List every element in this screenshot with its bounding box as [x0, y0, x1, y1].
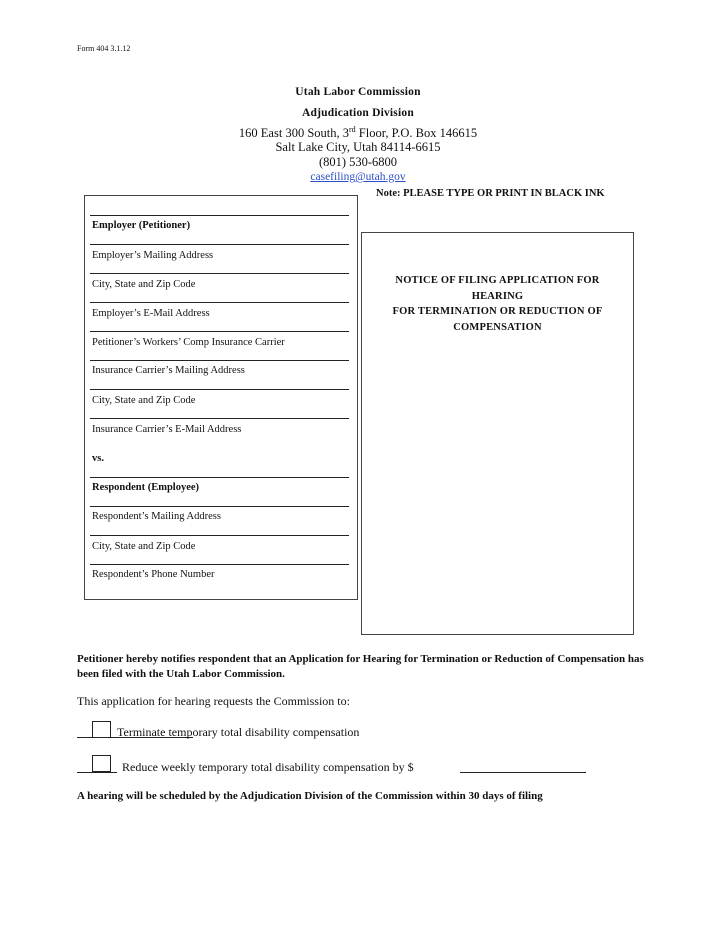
- phone-number: (801) 530-6800: [318, 155, 398, 169]
- field-line[interactable]: [90, 418, 349, 419]
- terminate-checkbox[interactable]: [92, 721, 111, 738]
- hearing-note: A hearing will be scheduled by the Adjudication Division of the Commission within 30 days of filing: [77, 790, 543, 802]
- field-line[interactable]: [90, 389, 349, 390]
- field-label: Insurance Carrier’s Mailing Address: [92, 365, 245, 376]
- field-label: City, State and Zip Code: [92, 395, 196, 406]
- request-intro: This application for hearing requests the Commission to:: [77, 694, 350, 708]
- notification-paragraph: Petitioner hereby notifies respondent that an Application for Hearing for Termination or Reduction of Compensation has been filed with the Utah Labor Commission.: [77, 653, 644, 680]
- field-line[interactable]: [90, 477, 349, 478]
- form-number: Form 404 3.1.12: [77, 44, 131, 53]
- field-line[interactable]: [90, 273, 349, 274]
- option-blank-line: [77, 772, 117, 773]
- street-address: 160 East 300 South, 3rd Floor, P.O. Box 146615: [238, 125, 478, 141]
- division-name: Adjudication Division: [302, 107, 414, 119]
- ink-note: Note: PLEASE TYPE OR PRINT IN BLACK INK: [376, 188, 605, 199]
- field-line[interactable]: [90, 564, 349, 565]
- field-label: Petitioner’s Workers’ Comp Insurance Carrier: [92, 337, 285, 348]
- field-line[interactable]: [90, 360, 349, 361]
- field-line[interactable]: [90, 244, 349, 245]
- reduce-checkbox[interactable]: [92, 755, 111, 772]
- city-address: Salt Lake City, Utah 84114-6615: [275, 140, 441, 154]
- field-label: City, State and Zip Code: [92, 541, 196, 552]
- field-label: Respondent (Employee): [92, 482, 200, 493]
- amount-field[interactable]: [460, 772, 586, 773]
- field-label: Insurance Carrier’s E-Mail Address: [92, 424, 242, 435]
- terminate-option-label: Terminate temporary total disability compensation: [117, 725, 360, 739]
- field-line[interactable]: [90, 331, 349, 332]
- notice-title-box: [361, 232, 634, 635]
- field-line[interactable]: [90, 535, 349, 536]
- field-label: Employer (Petitioner): [92, 220, 191, 231]
- field-line[interactable]: [90, 506, 349, 507]
- reduce-option-label: Reduce weekly temporary total disability compensation by $: [122, 760, 414, 774]
- field-label: Respondent’s Phone Number: [92, 569, 215, 580]
- field-label: Employer’s E-Mail Address: [92, 308, 210, 319]
- field-label: vs.: [92, 453, 104, 464]
- notice-title: NOTICE OF FILING APPLICATION FOR HEARING FOR TERMINATION OR REDUCTION OF COMPENSATION: [392, 275, 603, 333]
- field-label: Employer’s Mailing Address: [92, 250, 214, 261]
- field-label: City, State and Zip Code: [92, 279, 196, 290]
- agency-name: Utah Labor Commission: [295, 86, 421, 98]
- field-label: Respondent’s Mailing Address: [92, 511, 221, 522]
- field-line[interactable]: [90, 302, 349, 303]
- field-line[interactable]: [90, 215, 349, 216]
- email-link[interactable]: casefiling@utah.gov: [310, 171, 406, 183]
